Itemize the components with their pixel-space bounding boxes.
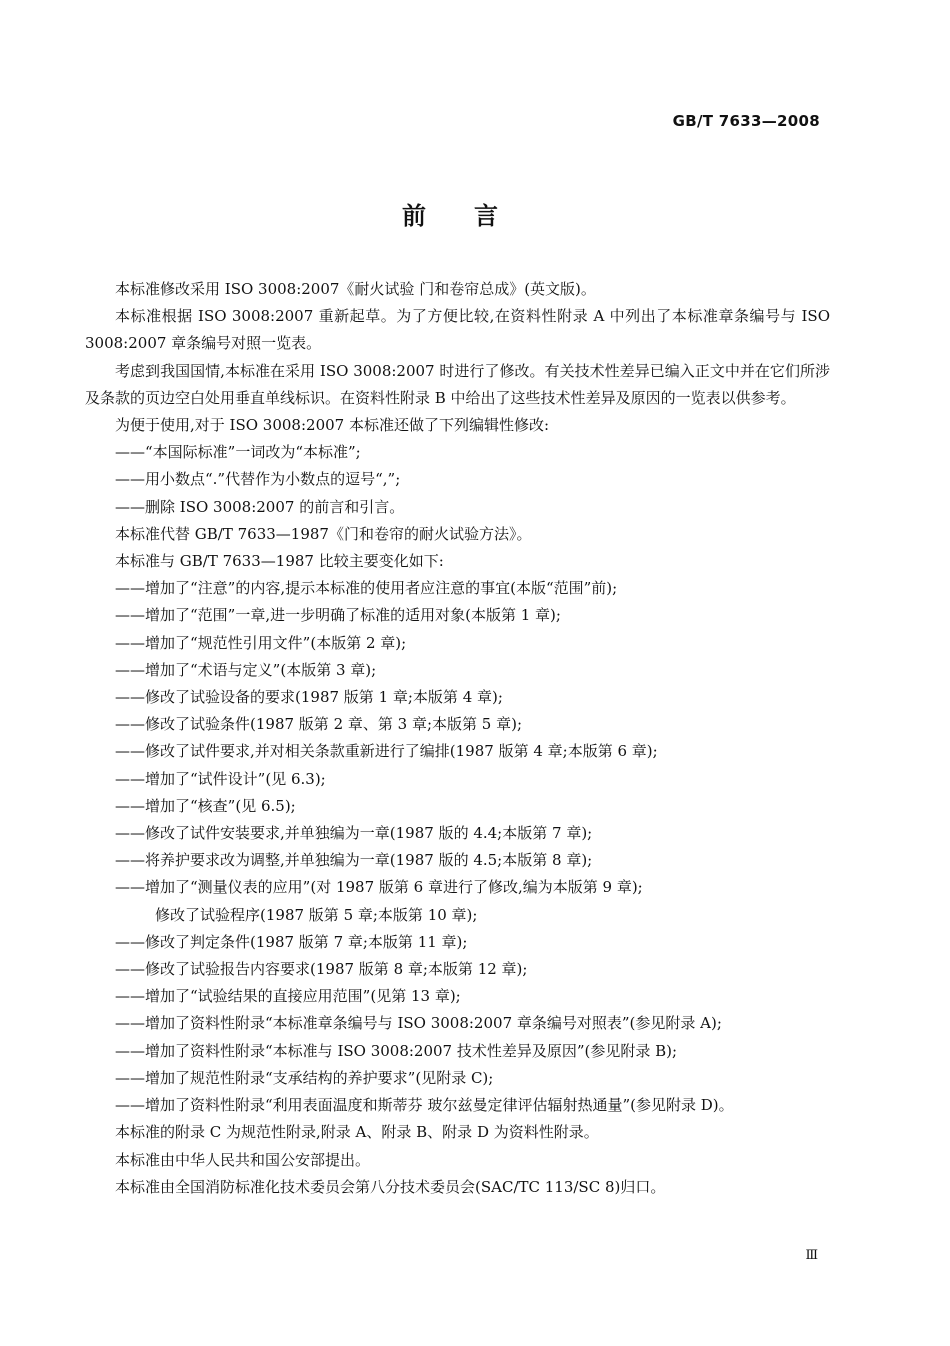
page-title: 前言	[402, 202, 546, 230]
page-number: Ⅲ	[805, 1248, 818, 1263]
list-item-change: ——增加了“试件设计”(见 6.3);	[115, 769, 326, 788]
list-item-change: ——修改了试件要求,并对相关条款重新进行了编排(1987 版第 4 章;本版第 6 章);	[115, 742, 658, 761]
list-item-change: ——修改了判定条件(1987 版第 7 章;本版第 11 章);	[115, 932, 468, 951]
list-item-change: ——增加了“术语与定义”(本版第 3 章);	[115, 660, 377, 679]
list-item-change: ——增加了“核查”(见 6.5);	[115, 796, 296, 815]
list-item-change: ——增加了“规范性引用文件”(本版第 2 章);	[115, 633, 407, 652]
list-item-change: ——增加了“注意”的内容,提示本标准的使用者应注意的事宜(本版“范围”前);	[115, 579, 618, 598]
paragraph-modification: 考虑到我国国情,本标准在采用 ISO 3008:2007 时进行了修改。有关技术性差异已编入正文中并在它们所涉及条款的页边空白处用垂直单线标识。在资料性附录 B 中给出了这些技术性差异及原因的一览表以供参考。	[85, 361, 830, 407]
paragraph-editorial-intro: 为便于使用,对于 ISO 3008:2007 本标准还做了下列编辑性修改:	[115, 416, 550, 435]
paragraph-replacement: 本标准代替 GB/T 7633—1987《门和卷帘的耐火试验方法》。	[115, 524, 532, 543]
paragraph-appendix-types: 本标准的附录 C 为规范性附录,附录 A、附录 B、附录 D 为资料性附录。	[115, 1123, 599, 1142]
standard-code: GB/T 7633—2008	[672, 112, 820, 130]
paragraph-adoption: 本标准修改采用 ISO 3008:2007《耐火试验 门和卷帘总成》(英文版)。	[115, 280, 596, 298]
document-body	[85, 276, 830, 1201]
list-item-change: ——修改了试验报告内容要求(1987 版第 8 章;本版第 12 章);	[115, 960, 528, 979]
list-item-editorial: ——“本国际标准”一词改为“本标准”;	[115, 443, 361, 462]
list-item-editorial: ——用小数点“.”代替作为小数点的逗号“,”;	[115, 470, 401, 489]
list-item-change: ——增加了规范性附录“支承结构的养护要求”(见附录 C);	[115, 1068, 494, 1087]
paragraph-proposer: 本标准由中华人民共和国公安部提出。	[115, 1150, 371, 1169]
list-item-change: ——修改了试验条件(1987 版第 2 章、第 3 章;本版第 5 章);	[115, 715, 522, 734]
paragraph-committee: 本标准由全国消防标准化技术委员会第八分技术委员会(SAC/TC 113/SC 8)归口。	[115, 1177, 666, 1196]
list-item-editorial: ——删除 ISO 3008:2007 的前言和引言。	[115, 497, 405, 516]
list-item-change: ——增加了“测量仪表的应用”(对 1987 版第 6 章进行了修改,编为本版第 9 章);	[115, 878, 643, 897]
list-item-change: ——增加了资料性附录“本标准章条编号与 ISO 3008:2007 章条编号对照表”(参见附录 A);	[115, 1014, 722, 1033]
paragraph-changes-intro: 本标准与 GB/T 7633—1987 比较主要变化如下:	[115, 552, 444, 571]
list-item-change: ——修改了试验设备的要求(1987 版第 1 章;本版第 4 章);	[115, 688, 503, 707]
paragraph-drafting: 本标准根据 ISO 3008:2007 重新起草。为了方便比较,在资料性附录 A 中列出了本标准章条编号与 ISO 3008:2007 章条编号对照一览表。	[85, 307, 830, 353]
list-item-change: ——增加了“试验结果的直接应用范围”(见第 13 章);	[115, 987, 461, 1006]
list-item-change: ——将养护要求改为调整,并单独编为一章(1987 版的 4.5;本版第 8 章);	[115, 851, 593, 870]
list-item-change: 修改了试验程序(1987 版第 5 章;本版第 10 章);	[155, 905, 478, 924]
list-item-change: ——增加了“范围”一章,进一步明确了标准的适用对象(本版第 1 章);	[115, 606, 561, 625]
list-item-change: ——增加了资料性附录“利用表面温度和斯蒂芬 玻尔兹曼定律评估辐射热通量”(参见附录 D)。	[115, 1096, 734, 1115]
list-item-change: ——修改了试件安装要求,并单独编为一章(1987 版的 4.4;本版第 7 章);	[115, 824, 593, 843]
list-item-change: ——增加了资料性附录“本标准与 ISO 3008:2007 技术性差异及原因”(参见附录 B);	[115, 1041, 678, 1060]
